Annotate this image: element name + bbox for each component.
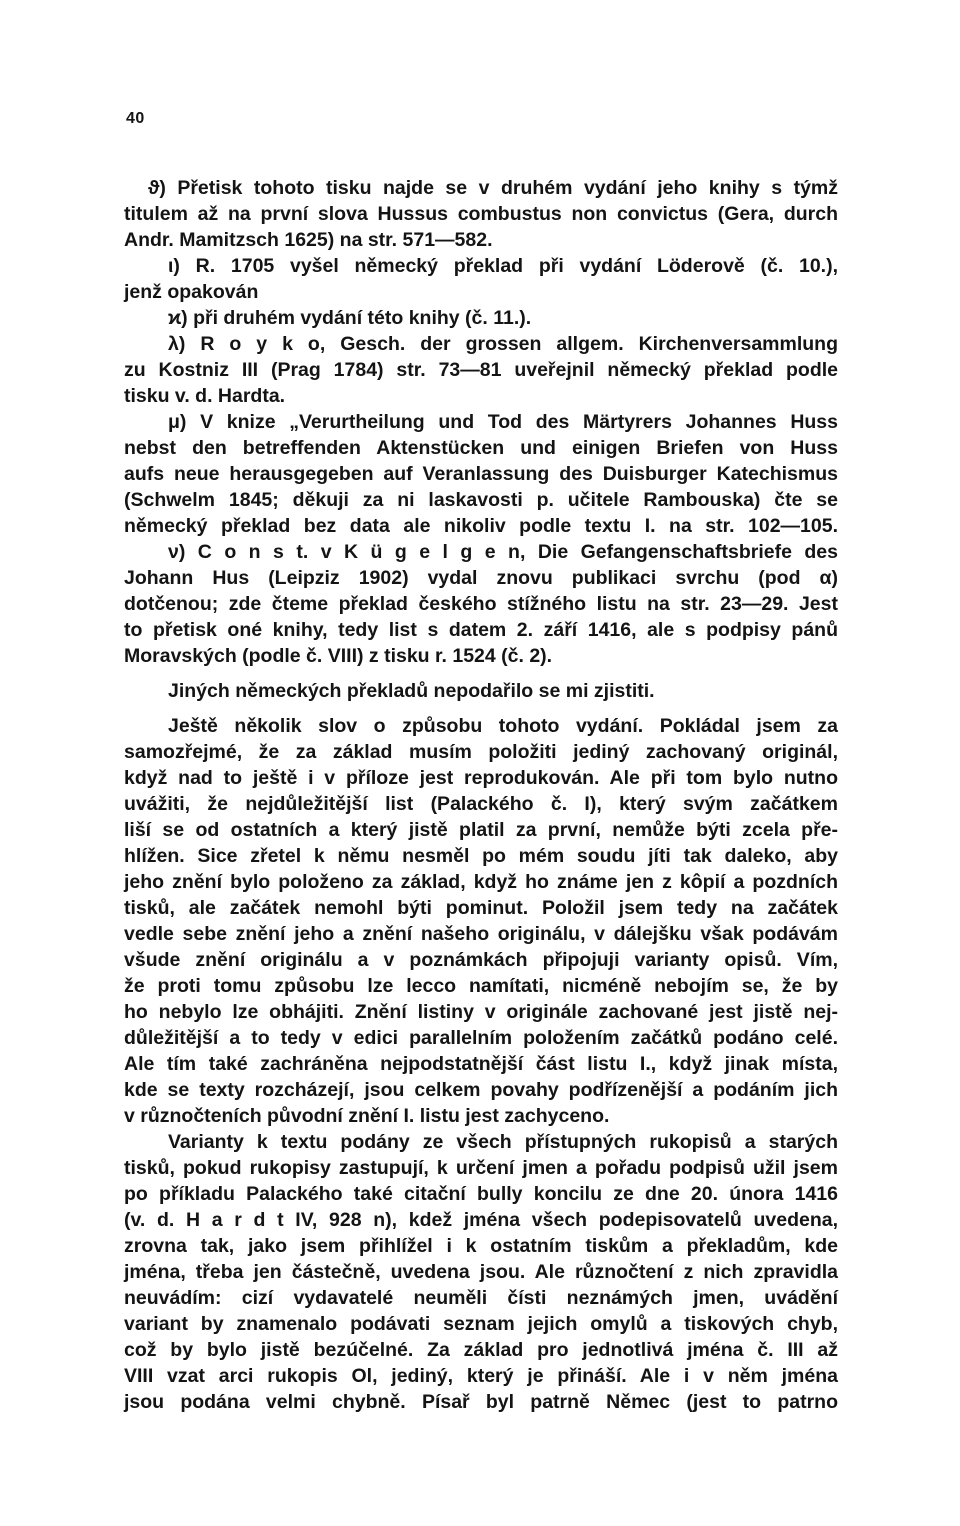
text-line: hlížen. Sice zřetel k němu nesměl po mém soudu jíti tak daleko, aby — [124, 845, 838, 867]
text-line: λ) R o y k o, Gesch. der grossen allgem. Kirchenversammlung — [168, 333, 838, 355]
text-line: titulem až na první slova Hussus combustus non convictus (Gera, durch — [124, 203, 838, 225]
text-line: uvážiti, že nejdůležitější list (Palackého č. I), který svým začátkem — [124, 793, 838, 815]
text-line: zu Kostniz III (Prag 1784) str. 73—81 uveřejnil německý překlad podle — [124, 359, 838, 381]
text-line: liší se od ostatních a který jistě platil za první, nemůže býti zcela pře- — [124, 819, 838, 841]
text-line: tisku v. d. Hardta. — [124, 385, 286, 407]
text-line: když nad to ještě i v příloze jest reprodukován. Ale při tom bylo nutno — [124, 767, 838, 789]
text-line: Varianty k textu podány ze všech přístupných rukopisů a starých — [168, 1131, 838, 1153]
text-line: jména, třeba jen částečně, uvedena jsou. Ale různočtení z nich zpravidla — [124, 1261, 838, 1283]
text-line: ν) C o n s t. v K ü g e l g e n, Die Gefangenschaftsbriefe des — [168, 541, 838, 563]
text-line: ho nebylo lze obhájiti. Znění listiny v originále zachované jest jistě nej- — [124, 1001, 838, 1023]
text-line: Ještě několik slov o způsobu tohoto vydání. Pokládal jsem za — [168, 715, 838, 737]
text-line: tisků, ale začátek nemohl býti pominut. Položil jsem tedy na začátek — [124, 897, 838, 919]
text-line: jsou podána velmi chybně. Písař byl patrně Němec (jest to patrno — [124, 1391, 838, 1413]
text-line: (Schwelm 1845; děkuji za ni laskavosti p. učitele Rambouska) čte se — [124, 489, 838, 511]
text-line: tisků, pokud rukopisy zastupují, k určení jmen a pořadu podpisů užil jsem — [124, 1157, 838, 1179]
text-line: po příkladu Palackého také citační bully koncilu ze dne 20. února 1416 — [124, 1183, 838, 1205]
text-line: vedle sebe znění jeho a znění našeho originálu, v dálejšku však podávám — [124, 923, 838, 945]
text-line: aufs neue herausgegeben auf Veranlassung des Duisburger Katechismus — [124, 463, 838, 485]
text-line: všude znění originálu a v poznámkách připojuji varianty opisů. Vím, — [124, 949, 838, 971]
text-line: VIII vzat arci rukopis Ol, jediný, který je přináší. Ale i v něm jména — [124, 1365, 838, 1387]
text-line: Moravských (podle č. VIII) z tisku r. 1524 (č. 2). — [124, 645, 553, 667]
text-line: kde se texty rozcházejí, jsou celkem povahy podřízenější a podáním jich — [124, 1079, 838, 1101]
text-line: ϰ) při druhém vydání této knihy (č. 11.). — [168, 307, 532, 329]
text-line: (v. d. H a r d t IV, 928 n), kdež jména všech podepisovatelů uvedena, — [124, 1209, 838, 1231]
text-line: jeho znění bylo položeno za základ, když ho známe jen z kôpií a pozdních — [124, 871, 838, 893]
text-line: samozřejmé, že za základ musím položiti jediný zachovaný originál, — [124, 741, 838, 763]
text-line: nebst den betreffenden Aktenstücken und einigen Briefen von Huss — [124, 437, 838, 459]
text-line: dotčenou; zde čteme překlad českého stížného listu na str. 23—29. Jest — [124, 593, 838, 615]
text-line: Jiných německých překladů nepodařilo se mi zjistiti. — [168, 680, 655, 702]
text-line: variant by znamenalo podávati seznam jejich omylů a tiskových chyb, — [124, 1313, 838, 1335]
page-number: 40 — [126, 110, 145, 127]
text-line: Andr. Mamitzsch 1625) na str. 571—582. — [124, 229, 493, 251]
text-line: důležitější a to tedy v edici parallelním položením začátků podáno celé. — [124, 1027, 838, 1049]
text-line: jenž opakován — [124, 281, 259, 303]
text-line: ϑ) Přetisk tohoto tisku najde se v druhém vydání jeho knihy s týmž — [148, 177, 838, 199]
text-line: což by bylo jistě bezúčelné. Za základ pro jednotlivá jména č. III až — [124, 1339, 838, 1361]
text-line: ι) R. 1705 vyšel německý překlad při vydání Löderově (č. 10.), — [168, 255, 838, 277]
text-line: Johann Hus (Leipziz 1902) vydal znovu publikaci svrchu (pod α) — [124, 567, 838, 589]
body-text — [124, 175, 838, 1415]
text-line: že proti tomu způsobu lze lecco namítati, nicméně nebojím se, že by — [124, 975, 838, 997]
text-line: Ale tím také zachráněna nejpodstatnější část listu I., když jinak místa, — [124, 1053, 838, 1075]
text-line: zrovna tak, jako jsem přihlížel i k ostatním tiskům a překladům, kde — [124, 1235, 838, 1257]
text-line: μ) V knize „Verurtheilung und Tod des Märtyrers Johannes Huss — [168, 411, 838, 433]
text-line: německý překlad bez data ale nikoliv podle textu I. na str. 102—105. — [124, 515, 838, 537]
text-line: to přetisk oné knihy, tedy list s datem 2. září 1416, ale s podpisy pánů — [124, 619, 838, 641]
text-line: neuvádím: cizí vydavatelé neuměli čísti neznámých jmen, uvádění — [124, 1287, 838, 1309]
text-line: v různočteních původní znění I. listu jest zachyceno. — [124, 1105, 610, 1127]
